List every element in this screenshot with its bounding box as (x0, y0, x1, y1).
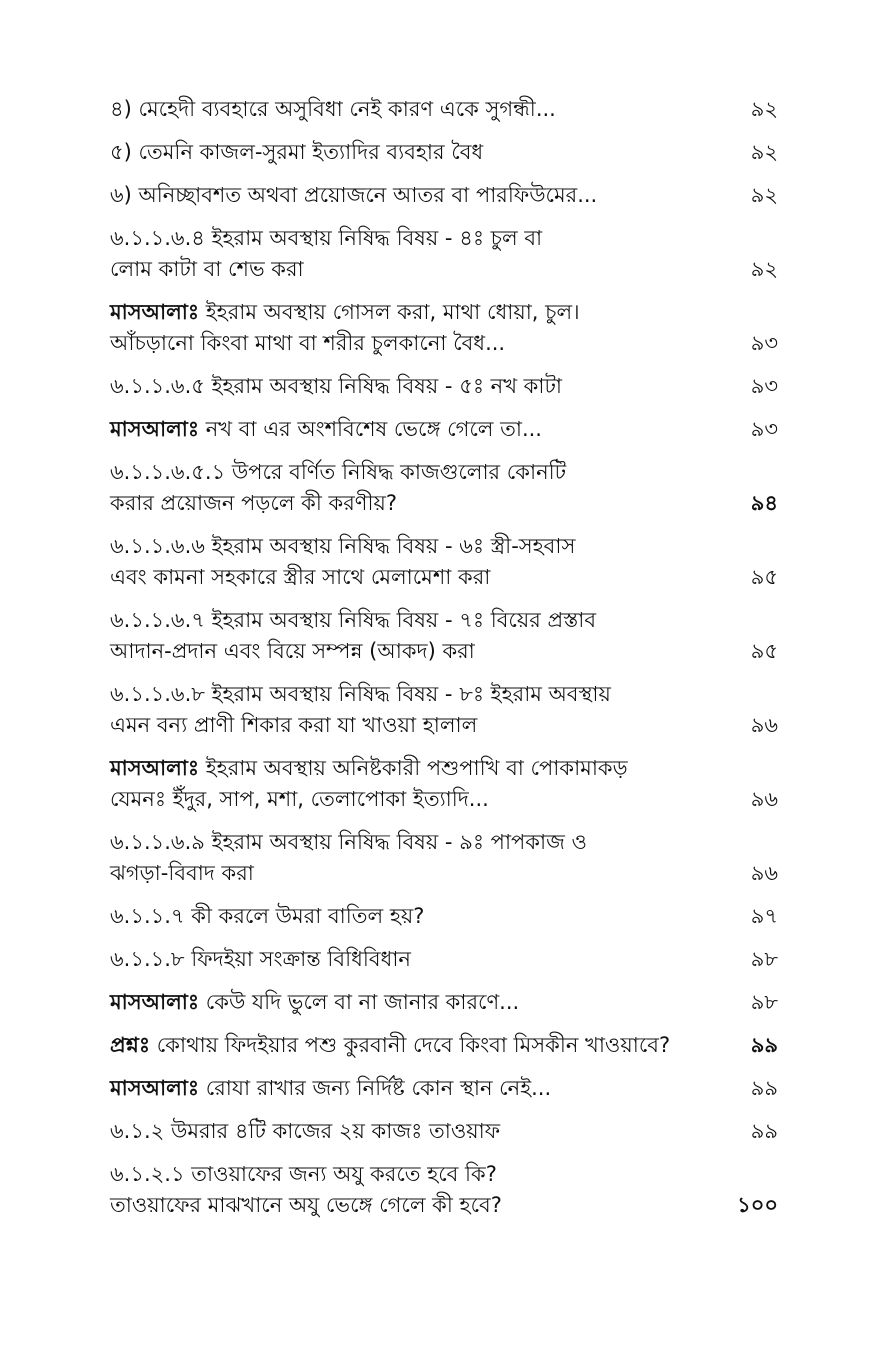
toc-entry-line (110, 1030, 708, 1061)
toc-entry-line (110, 858, 708, 889)
toc-entry (110, 531, 778, 593)
toc-entry-label: মাসআলাঃ (110, 300, 200, 324)
toc-page-number: ৯৮ (750, 947, 778, 971)
toc-page-number: ৯৩ (750, 331, 778, 355)
toc-entry-text: তাওয়াফের মাঝখানে অযু ভেঙ্গে গেলে কী হবে? (110, 1193, 502, 1217)
toc-entry (110, 414, 778, 445)
toc-entry-line (110, 328, 708, 359)
toc-entry (110, 901, 778, 932)
toc-page-number: ৯৮ (750, 990, 778, 1014)
toc-entry (110, 297, 778, 359)
toc-entry-line (110, 1190, 708, 1221)
toc-entry-line (110, 1116, 708, 1147)
toc-entry-line (110, 784, 708, 815)
toc-entry (110, 137, 778, 168)
toc-entry-line (110, 605, 708, 636)
toc-page-number: ৯৩ (750, 417, 778, 441)
toc-entry-text: কোথায় ফিদইয়ার পশু কুরবানী দেবে কিংবা মিসকীন খাওয়াবে? (150, 1033, 671, 1057)
toc-entry-text: ৬.১.২ উমরার ৪টি কাজের ২য় কাজঃ তাওয়াফ (110, 1119, 501, 1143)
toc-page-number: ৯২ (750, 140, 778, 164)
toc-entry (110, 1073, 778, 1104)
toc-entry-text: এমন বন্য প্রাণী শিকার করা যা খাওয়া হালাল (110, 713, 478, 737)
toc-entry (110, 371, 778, 402)
toc-entry-text: ৪) মেহেদী ব্যবহারে অসুবিধা নেই কারণ একে সুগন্ধী... (110, 97, 556, 121)
toc-entry-line (110, 710, 708, 741)
toc-entry-text: ৬.১.১.৬.৬ ইহরাম অবস্থায় নিষিদ্ধ বিষয় - ৬ঃ স্ত্রী-সহবাস (110, 534, 576, 558)
toc-entry-text: করার প্রয়োজন পড়লে কী করণীয়? (110, 491, 397, 515)
toc-entry-text: ৬.১.১.৬.৫ ইহরাম অবস্থায় নিষিদ্ধ বিষয় - ৫ঃ নখ কাটা (110, 374, 563, 398)
toc-entry-text: ৬.১.১.৭ কী করলে উমরা বাতিল হয়? (110, 904, 425, 928)
toc-entry (110, 987, 778, 1018)
toc-entry-line (110, 297, 708, 328)
toc-entry-line (110, 488, 708, 519)
toc-page-number: ৯২ (750, 257, 778, 281)
toc-entry-text: কেউ যদি ভুলে বা না জানার কারণে... (199, 990, 520, 1014)
toc-entry-text: ৬.১.২.১ তাওয়াফের জন্য অযু করতে হবে কি? (110, 1162, 497, 1186)
toc-entry-line (110, 371, 708, 402)
toc-page-number: ৯৯ (750, 1033, 778, 1057)
toc-entry-text: আদান-প্রদান এবং বিয়ে সম্পন্ন (আকদ) করা (110, 639, 475, 663)
toc-entry-line (110, 901, 708, 932)
toc-page-number: ৯২ (750, 183, 778, 207)
toc-entry-text: ঝগড়া-বিবাদ করা (110, 861, 254, 885)
toc-page-number: ৯৫ (750, 639, 778, 663)
toc-entry-label: প্রশ্নঃ (110, 1033, 151, 1057)
toc-entry (110, 94, 778, 125)
toc-page-number: ৯৬ (750, 787, 778, 811)
toc-entry (110, 457, 778, 519)
toc-entry (110, 1116, 778, 1147)
toc-entry-text: ৬.১.১.৬.৫.১ উপরে বর্ণিত নিষিদ্ধ কাজগুলোর কোনটি (110, 460, 567, 484)
toc-entry (110, 1159, 778, 1221)
toc-page-number: ৯৭ (750, 904, 778, 928)
toc-entry-line (110, 1159, 708, 1190)
toc-entry-line (110, 562, 708, 593)
toc-entry-line (110, 180, 708, 211)
toc-entry-line (110, 414, 708, 445)
toc-page-number: ৯৯ (750, 1119, 778, 1143)
toc-entry-text: ইহরাম অবস্থায় অনিষ্টকারী পশুপাখি বা পোকামাকড় (199, 756, 628, 780)
toc-entry (110, 180, 778, 211)
toc-entry-text: ৬.১.১.৬.৮ ইহরাম অবস্থায় নিষিদ্ধ বিষয় - ৮ঃ ইহরাম অবস্থায় (110, 682, 611, 706)
toc-entry (110, 1030, 778, 1061)
toc-entry-text: ৬.১.১.৬.৪ ইহরাম অবস্থায় নিষিদ্ধ বিষয় - ৪ঃ চুল বা (110, 226, 543, 250)
toc-entry-line (110, 636, 708, 667)
toc-entry-text: যেমনঃ ইঁদুর, সাপ, মশা, তেলাপোকা ইত্যাদি... (110, 787, 489, 811)
toc-entry-text: ইহরাম অবস্থায় গোসল করা, মাথা ধোয়া, চুল। (199, 300, 580, 324)
toc-entry (110, 679, 778, 741)
toc-entry-line (110, 827, 708, 858)
toc-entry-line (110, 137, 708, 168)
table-of-contents (110, 94, 778, 1233)
toc-page-number: ১০০ (737, 1193, 778, 1217)
toc-entry-line (110, 94, 708, 125)
toc-entry-text: ৬.১.১.৬.৭ ইহরাম অবস্থায় নিষিদ্ধ বিষয় - ৭ঃ বিয়ের প্রস্তাব (110, 608, 597, 632)
toc-entry-line (110, 679, 708, 710)
toc-page-number: ৯৬ (750, 861, 778, 885)
toc-entry-line (110, 223, 708, 254)
toc-entry-line (110, 457, 708, 488)
toc-entry-label: মাসআলাঃ (110, 990, 200, 1014)
toc-entry-label: মাসআলাঃ (110, 756, 200, 780)
toc-entry-text: ৬.১.১.৬.৯ ইহরাম অবস্থায় নিষিদ্ধ বিষয় - ৯ঃ পাপকাজ ও (110, 830, 587, 854)
toc-entry-line (110, 254, 708, 285)
toc-entry (110, 827, 778, 889)
toc-entry (110, 223, 778, 285)
toc-entry-text: লোম কাটা বা শেভ করা (110, 257, 304, 281)
toc-page-number: ৯২ (750, 97, 778, 121)
toc-entry-text: নখ বা এর অংশবিশেষ ভেঙ্গে গেলে তা... (199, 417, 542, 441)
toc-entry-text: রোযা রাখার জন্য নির্দিষ্ট কোন স্থান নেই... (199, 1076, 552, 1100)
toc-entry-text: ৬) অনিচ্ছাবশত অথবা প্রয়োজনে আতর বা পারফিউমের... (110, 183, 598, 207)
toc-entry-text: ৫) তেমনি কাজল-সুরমা ইত্যাদির ব্যবহার বৈধ (110, 140, 484, 164)
toc-page-number: ৯৯ (750, 1076, 778, 1100)
toc-page-number: ৯৫ (750, 565, 778, 589)
toc-entry-line (110, 753, 708, 784)
toc-page-number: ৯৩ (750, 374, 778, 398)
toc-entry-line (110, 1073, 708, 1104)
toc-entry-line (110, 987, 708, 1018)
toc-page-number: ৯৬ (750, 713, 778, 737)
toc-entry-label: মাসআলাঃ (110, 417, 200, 441)
toc-entry-line (110, 531, 708, 562)
toc-entry-text: ৬.১.১.৮ ফিদইয়া সংক্রান্ত বিধিবিধান (110, 947, 411, 971)
toc-entry (110, 753, 778, 815)
toc-entry (110, 944, 778, 975)
toc-entry-text: এবং কামনা সহকারে স্ত্রীর সাথে মেলামেশা করা (110, 565, 491, 589)
toc-entry (110, 605, 778, 667)
toc-entry-text: আঁচড়ানো কিংবা মাথা বা শরীর চুলকানো বৈধ... (110, 331, 506, 355)
toc-entry-line (110, 944, 708, 975)
toc-entry-label: মাসআলাঃ (110, 1076, 200, 1100)
toc-page-number: ৯৪ (750, 491, 778, 515)
